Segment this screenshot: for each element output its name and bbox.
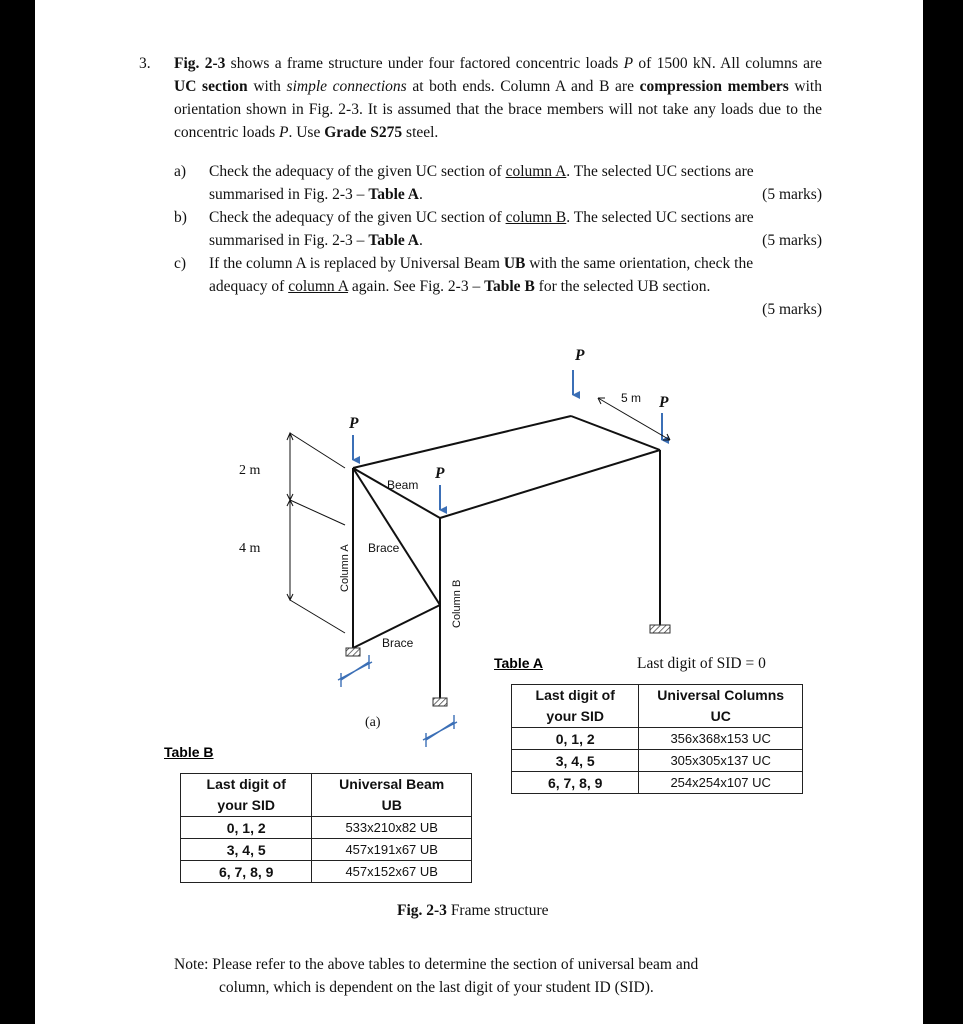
part-text: Check the adequacy of the given UC section of <box>209 209 506 226</box>
load-label-a: P <box>349 415 359 432</box>
column-a-label: Column A <box>339 544 351 592</box>
fig-ref: Fig. 2-3 <box>174 55 226 72</box>
note <box>174 953 824 999</box>
table-row <box>181 861 472 883</box>
support-column-a <box>346 648 360 656</box>
uc-section-term: UC section <box>174 78 248 95</box>
table-cell: 305x305x137 UC <box>639 750 803 772</box>
intro-text: of 1500 kN. All columns are <box>633 55 822 72</box>
marks: (5 marks) <box>762 186 822 203</box>
orientation-a-icon <box>338 655 372 687</box>
marks: (5 marks) <box>762 232 822 249</box>
beam-back-right <box>571 416 660 450</box>
dim-2m-label: 2 m <box>239 463 261 478</box>
table-cell: 3, 4, 5 <box>181 839 312 861</box>
table-cell: 457x191x67 UB <box>312 839 472 861</box>
header-line: Last digit of <box>206 776 286 792</box>
table-a-title: Table A <box>494 655 544 671</box>
part-text: again. See Fig. 2-3 – <box>348 278 485 295</box>
header-line: Universal Columns <box>657 687 785 703</box>
beam-label: Beam <box>387 478 419 492</box>
table-cell: 3, 4, 5 <box>512 750 639 772</box>
figure-caption <box>397 902 549 920</box>
document-page <box>35 0 923 1024</box>
dim-ext-line <box>290 433 345 468</box>
frame-diagram <box>35 0 923 780</box>
simple-connections-term: simple connections <box>286 78 407 95</box>
table-ref: Table B <box>484 278 535 295</box>
table-cell: 356x368x153 UC <box>639 728 803 750</box>
dim-ext-line <box>290 500 345 525</box>
caption-fig-ref: Fig. 2-3 <box>397 902 447 919</box>
caption-text: Frame structure <box>446 902 549 919</box>
intro-text: with <box>247 78 287 95</box>
steel-grade: Grade S275 <box>324 124 403 141</box>
intro-text: at both ends. Column A and B are <box>406 78 640 95</box>
part-text: summarised in Fig. 2-3 – <box>209 232 369 249</box>
table-cell: 254x254x107 UC <box>639 772 803 794</box>
intro-text: . Use <box>288 124 325 141</box>
dim-ext-line <box>290 600 345 633</box>
table-header-cell <box>512 685 639 728</box>
table-cell: 533x210x82 UB <box>312 817 472 839</box>
table-row <box>512 750 803 772</box>
table-row <box>181 817 472 839</box>
part-text: with the same orientation, check the <box>525 255 754 272</box>
dim-5m-label: 5 m <box>621 391 642 405</box>
column-b-label: Column B <box>451 579 463 628</box>
part-text: . <box>419 186 423 203</box>
brace-lower-label: Brace <box>382 636 414 650</box>
load-label-back-right: P <box>659 394 669 411</box>
dim-4m-label: 4 m <box>239 541 261 556</box>
part-label: a) <box>174 163 187 180</box>
marks: (5 marks) <box>762 301 822 318</box>
table-row <box>512 772 803 794</box>
beam-front-right <box>440 450 660 518</box>
header-line: Universal Beam <box>339 776 445 792</box>
table-row <box>181 774 472 817</box>
load-symbol: P <box>279 124 289 141</box>
note-line: column, which is dependent on the last digit of your student ID (SID). <box>219 979 654 996</box>
table-header-cell <box>181 774 312 817</box>
table-a <box>511 684 803 794</box>
part-underline: column A <box>505 163 567 180</box>
table-b-title: Table B <box>164 744 214 760</box>
header-line: UB <box>381 797 402 813</box>
table-row <box>181 839 472 861</box>
beam-top-left <box>353 416 571 468</box>
support-column-b <box>433 698 447 706</box>
table-cell: 6, 7, 8, 9 <box>181 861 312 883</box>
header-line: your SID <box>546 708 604 724</box>
table-ref: Table A <box>368 232 419 249</box>
table-cell: 457x152x67 UB <box>312 861 472 883</box>
orientation-b-icon <box>423 715 457 747</box>
view-label: (a) <box>365 715 381 730</box>
support-column-c <box>650 625 670 633</box>
header-line: your SID <box>217 797 275 813</box>
note-line: Note: Please refer to the above tables to determine the section of universal beam and <box>174 956 699 973</box>
compression-members-term: compression members <box>639 78 789 95</box>
part-text: . The selected UC sections are <box>566 209 754 226</box>
intro-text: with orientation shown in Fig. 2-3. It is assumed that the brace members will not take any loads due to the concentric loads <box>174 78 822 141</box>
header-line: Last digit of <box>535 687 615 703</box>
table-cell: 0, 1, 2 <box>181 817 312 839</box>
load-symbol: P <box>623 55 634 72</box>
part-underline: column B <box>505 209 567 226</box>
ub-term: UB <box>503 255 526 272</box>
intro-text: steel. <box>402 124 439 141</box>
part-text: . <box>419 232 423 249</box>
header-line: UC <box>710 708 731 724</box>
table-header-cell <box>312 774 472 817</box>
table-cell: 6, 7, 8, 9 <box>512 772 639 794</box>
load-label-back-left: P <box>575 347 585 364</box>
brace-upper-label: Brace <box>368 541 400 555</box>
part-label: c) <box>174 255 187 272</box>
part-label: b) <box>174 209 187 226</box>
table-row <box>512 685 803 728</box>
intro-text: shows a frame structure under four factored concentric loads <box>225 55 624 72</box>
part-text: for the selected UB section. <box>534 278 711 295</box>
table-ref: Table A <box>368 186 419 203</box>
part-text: If the column A is replaced by Universal Beam <box>209 255 504 272</box>
table-b <box>180 773 472 883</box>
part-text: . The selected UC sections are <box>566 163 754 180</box>
dimension-lines <box>287 398 670 633</box>
part-text: Check the adequacy of the given UC section of <box>209 163 506 180</box>
part-underline: column A <box>288 278 349 295</box>
question-number: 3. <box>139 55 151 72</box>
table-header-cell <box>639 685 803 728</box>
part-text: adequacy of <box>209 278 289 295</box>
load-label-b: P <box>435 465 445 482</box>
part-text: summarised in Fig. 2-3 – <box>209 186 369 203</box>
table-a-sid-note: Last digit of SID = 0 <box>637 655 766 672</box>
table-cell: 0, 1, 2 <box>512 728 639 750</box>
beam <box>353 468 440 518</box>
table-row <box>512 728 803 750</box>
